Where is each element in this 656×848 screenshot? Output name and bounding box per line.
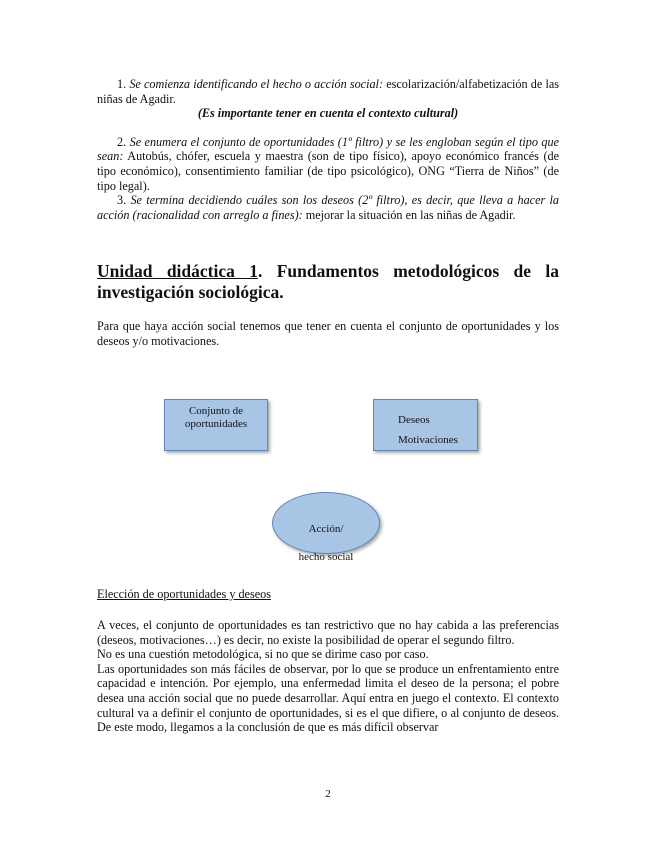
- unit-heading-underlined: Unidad didáctica 1: [97, 261, 258, 281]
- list-item-1-text: escolarización/alfabetización de las niñas de Agadir.: [97, 77, 559, 106]
- section-body: [97, 618, 559, 735]
- paragraph: Las oportunidades son más fáciles de observar, por lo que se produce un enfrentamiento entre capacidad e intención. Por ejemplo, una enfermedad limita el deseo de la persona; el pobre desea una acción social que no puede desarrollar. Aquí entra en juego el contexto. El contexto cultural va a definir el conjunto de oportunidades, si es el que difiere, o al conjunto de deseos. De este modo, llegamos a la conclusión de que es más difícil observar: [97, 661, 559, 735]
- action-label: Acción/: [308, 523, 344, 535]
- social-action-label: [273, 493, 379, 564]
- list-item-3-text: mejorar la situación en las niñas de Agadir.: [305, 207, 516, 222]
- list-number: 1.: [117, 77, 127, 91]
- list-item-3: [97, 193, 559, 222]
- unit-heading: [97, 261, 559, 303]
- opportunities-box-label: Conjunto de oportunidades: [184, 405, 248, 430]
- page-number: 2: [325, 788, 331, 800]
- intro-paragraph: Para que haya acción social tenemos que tener en cuenta el conjunto de oportunidades y los deseos y/o motivaciones.: [97, 319, 559, 348]
- list-item-3-italic: Se termina decidiendo cuáles son los deseos (2º filtro), es decir, que lleva a hacer la acción (racionalidad con arreglo a fines):: [97, 193, 559, 222]
- desires-label: Deseos: [398, 414, 430, 426]
- list-item-2: [97, 135, 559, 193]
- cultural-context-note: (Es importante tener en cuenta el contexto cultural): [197, 106, 459, 121]
- desires-box-label: [374, 400, 477, 447]
- paragraph: A veces, el conjunto de oportunidades es tan restrictivo que no hay cabida a las preferencias (deseos, motivaciones…) es decir, no existe la posibilidad de operar el segundo filtro.: [97, 618, 559, 647]
- list-item-2-text: Autobús, chófer, escuela y maestra (son de tipo físico), apoyo económico francés (de tipo económico), consentimiento familiar (de tipo psicológico), ONG “Tierra de Niños” (de tipo legal).: [97, 149, 560, 193]
- social-action-ellipse: [272, 492, 380, 563]
- section-title: Elección de oportunidades y deseos: [97, 587, 271, 601]
- motivations-label: Motivaciones: [398, 434, 458, 446]
- unit-heading-rest: . Fundamentos metodológicos de la investigación sociológica.: [97, 261, 559, 302]
- list-item-2-italic: Se enumera el conjunto de oportunidades (1º filtro) y se les engloban según el tipo que sean:: [97, 134, 559, 164]
- list-item-1: [97, 77, 559, 106]
- paragraph: No es una cuestión metodológica, si no que se dirime caso por caso.: [97, 647, 429, 662]
- list-number: 2.: [117, 134, 127, 149]
- list-item-1-italic: Se comienza identificando el hecho o acción social:: [129, 77, 384, 91]
- numbered-list: [97, 77, 559, 222]
- social-fact-label: hecho social: [298, 551, 354, 563]
- desires-box: [373, 399, 478, 451]
- list-number: 3.: [117, 193, 127, 208]
- opportunities-box: [164, 399, 268, 451]
